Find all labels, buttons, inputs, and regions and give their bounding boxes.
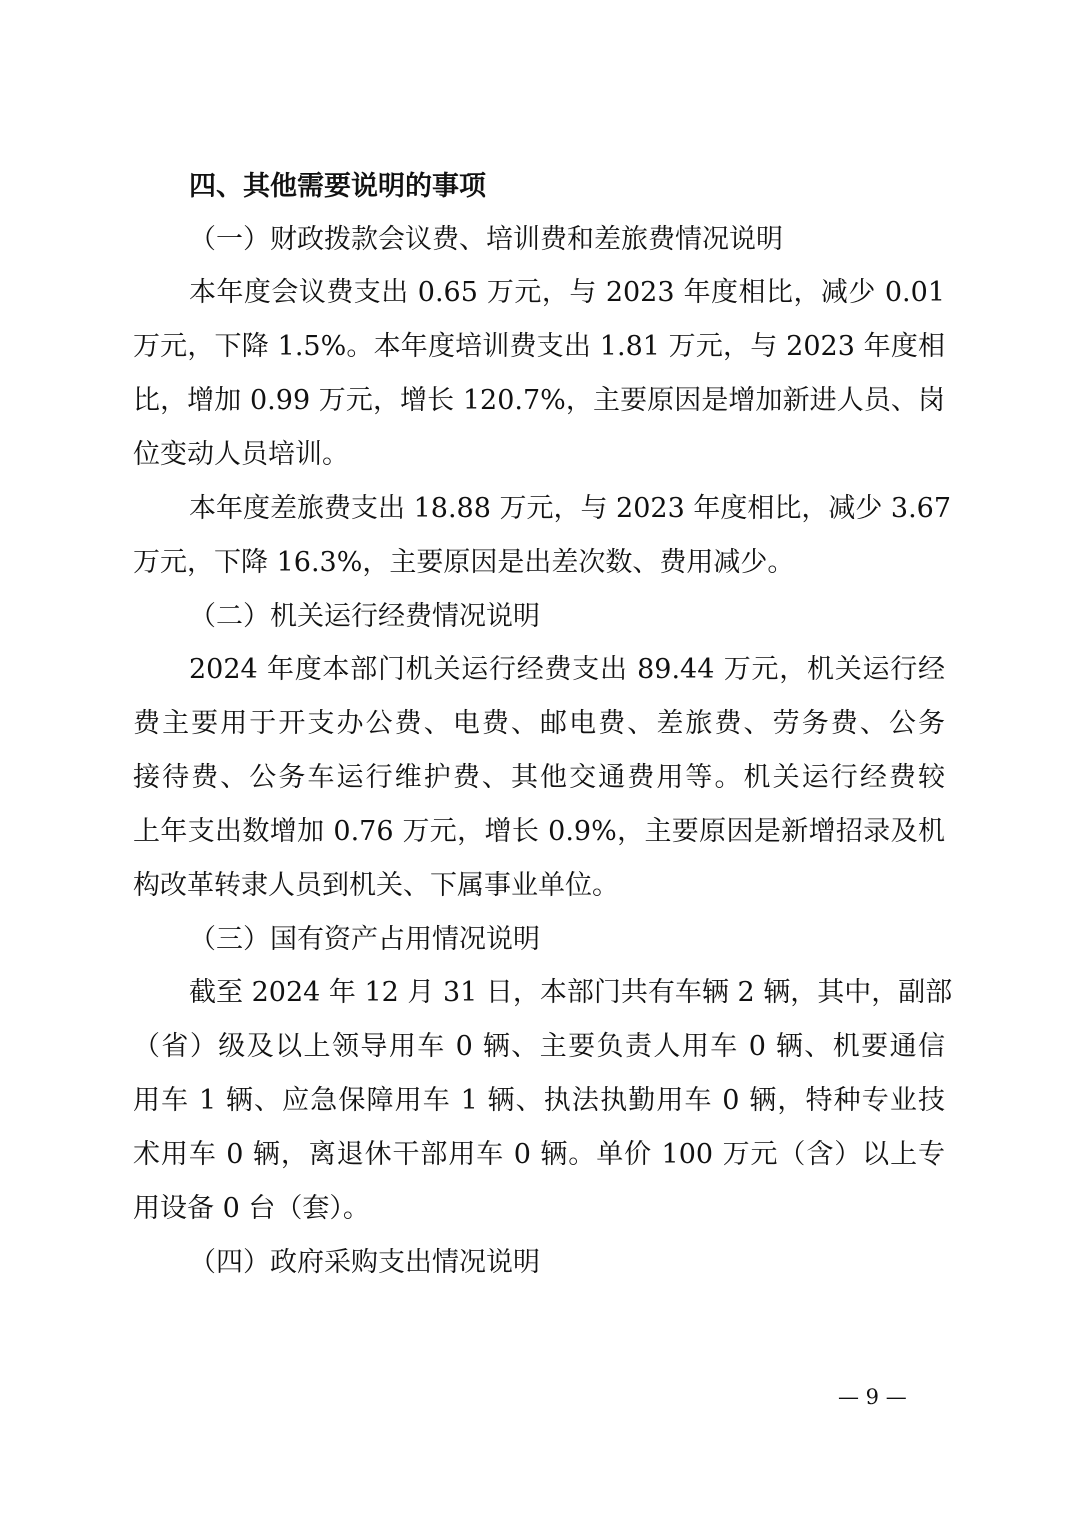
text-line: 位变动人员培训。	[133, 439, 349, 470]
text-line: 本年度会议费支出 0.65 万元，与 2023 年度相比，减少 0.01	[189, 277, 945, 308]
text-line: 术用车 0 辆，离退休干部用车 0 辆。单价 100 万元（含）以上专	[133, 1139, 945, 1170]
text-line: 构改革转隶人员到机关、下属事业单位。	[133, 870, 619, 901]
text-line: 万元，下降 16.3%，主要原因是出差次数、费用减少。	[133, 547, 795, 578]
paragraph-state-assets	[133, 966, 953, 1236]
subsection-heading-3: （三）国有资产占用情况说明	[189, 924, 540, 955]
paragraph-meeting-training	[133, 266, 945, 482]
subsection-heading-4: （四）政府采购支出情况说明	[189, 1247, 540, 1278]
text-line: 万元，下降 1.5%。本年度培训费支出 1.81 万元，与 2023 年度相	[133, 331, 945, 362]
section-title: 四、其他需要说明的事项	[189, 171, 486, 202]
text-line: 用车 1 辆、应急保障用车 1 辆、执法执勤用车 0 辆，特种专业技	[133, 1085, 945, 1116]
text-line: 2024 年度本部门机关运行经费支出 89.44 万元，机关运行经	[189, 654, 945, 685]
paragraph-travel	[133, 482, 952, 590]
text-line: 上年支出数增加 0.76 万元，增长 0.9%，主要原因是新增招录及机	[133, 816, 945, 847]
subsection-heading-2: （二）机关运行经费情况说明	[189, 601, 540, 632]
text-line: （省）级及以上领导用车 0 辆、主要负责人用车 0 辆、机要通信	[133, 1031, 945, 1062]
text-line: 本年度差旅费支出 18.88 万元，与 2023 年度相比，减少 3.67	[189, 493, 952, 524]
paragraph-operating-costs	[133, 643, 945, 913]
subsection-heading-1: （一）财政拨款会议费、培训费和差旅费情况说明	[189, 224, 783, 255]
text-line: 费主要用于开支办公费、电费、邮电费、差旅费、劳务费、公务	[133, 708, 945, 739]
text-line: 接待费、公务车运行维护费、其他交通费用等。机关运行经费较	[133, 762, 945, 793]
document-body	[133, 160, 953, 1289]
text-line: 比，增加 0.99 万元，增长 120.7%，主要原因是增加新进人员、岗	[133, 385, 945, 416]
text-line: 截至 2024 年 12 月 31 日，本部门共有车辆 2 辆，其中，副部	[189, 977, 953, 1008]
text-line: 用设备 0 台（套）。	[133, 1193, 370, 1224]
page-number: — 9 —	[838, 1385, 907, 1409]
